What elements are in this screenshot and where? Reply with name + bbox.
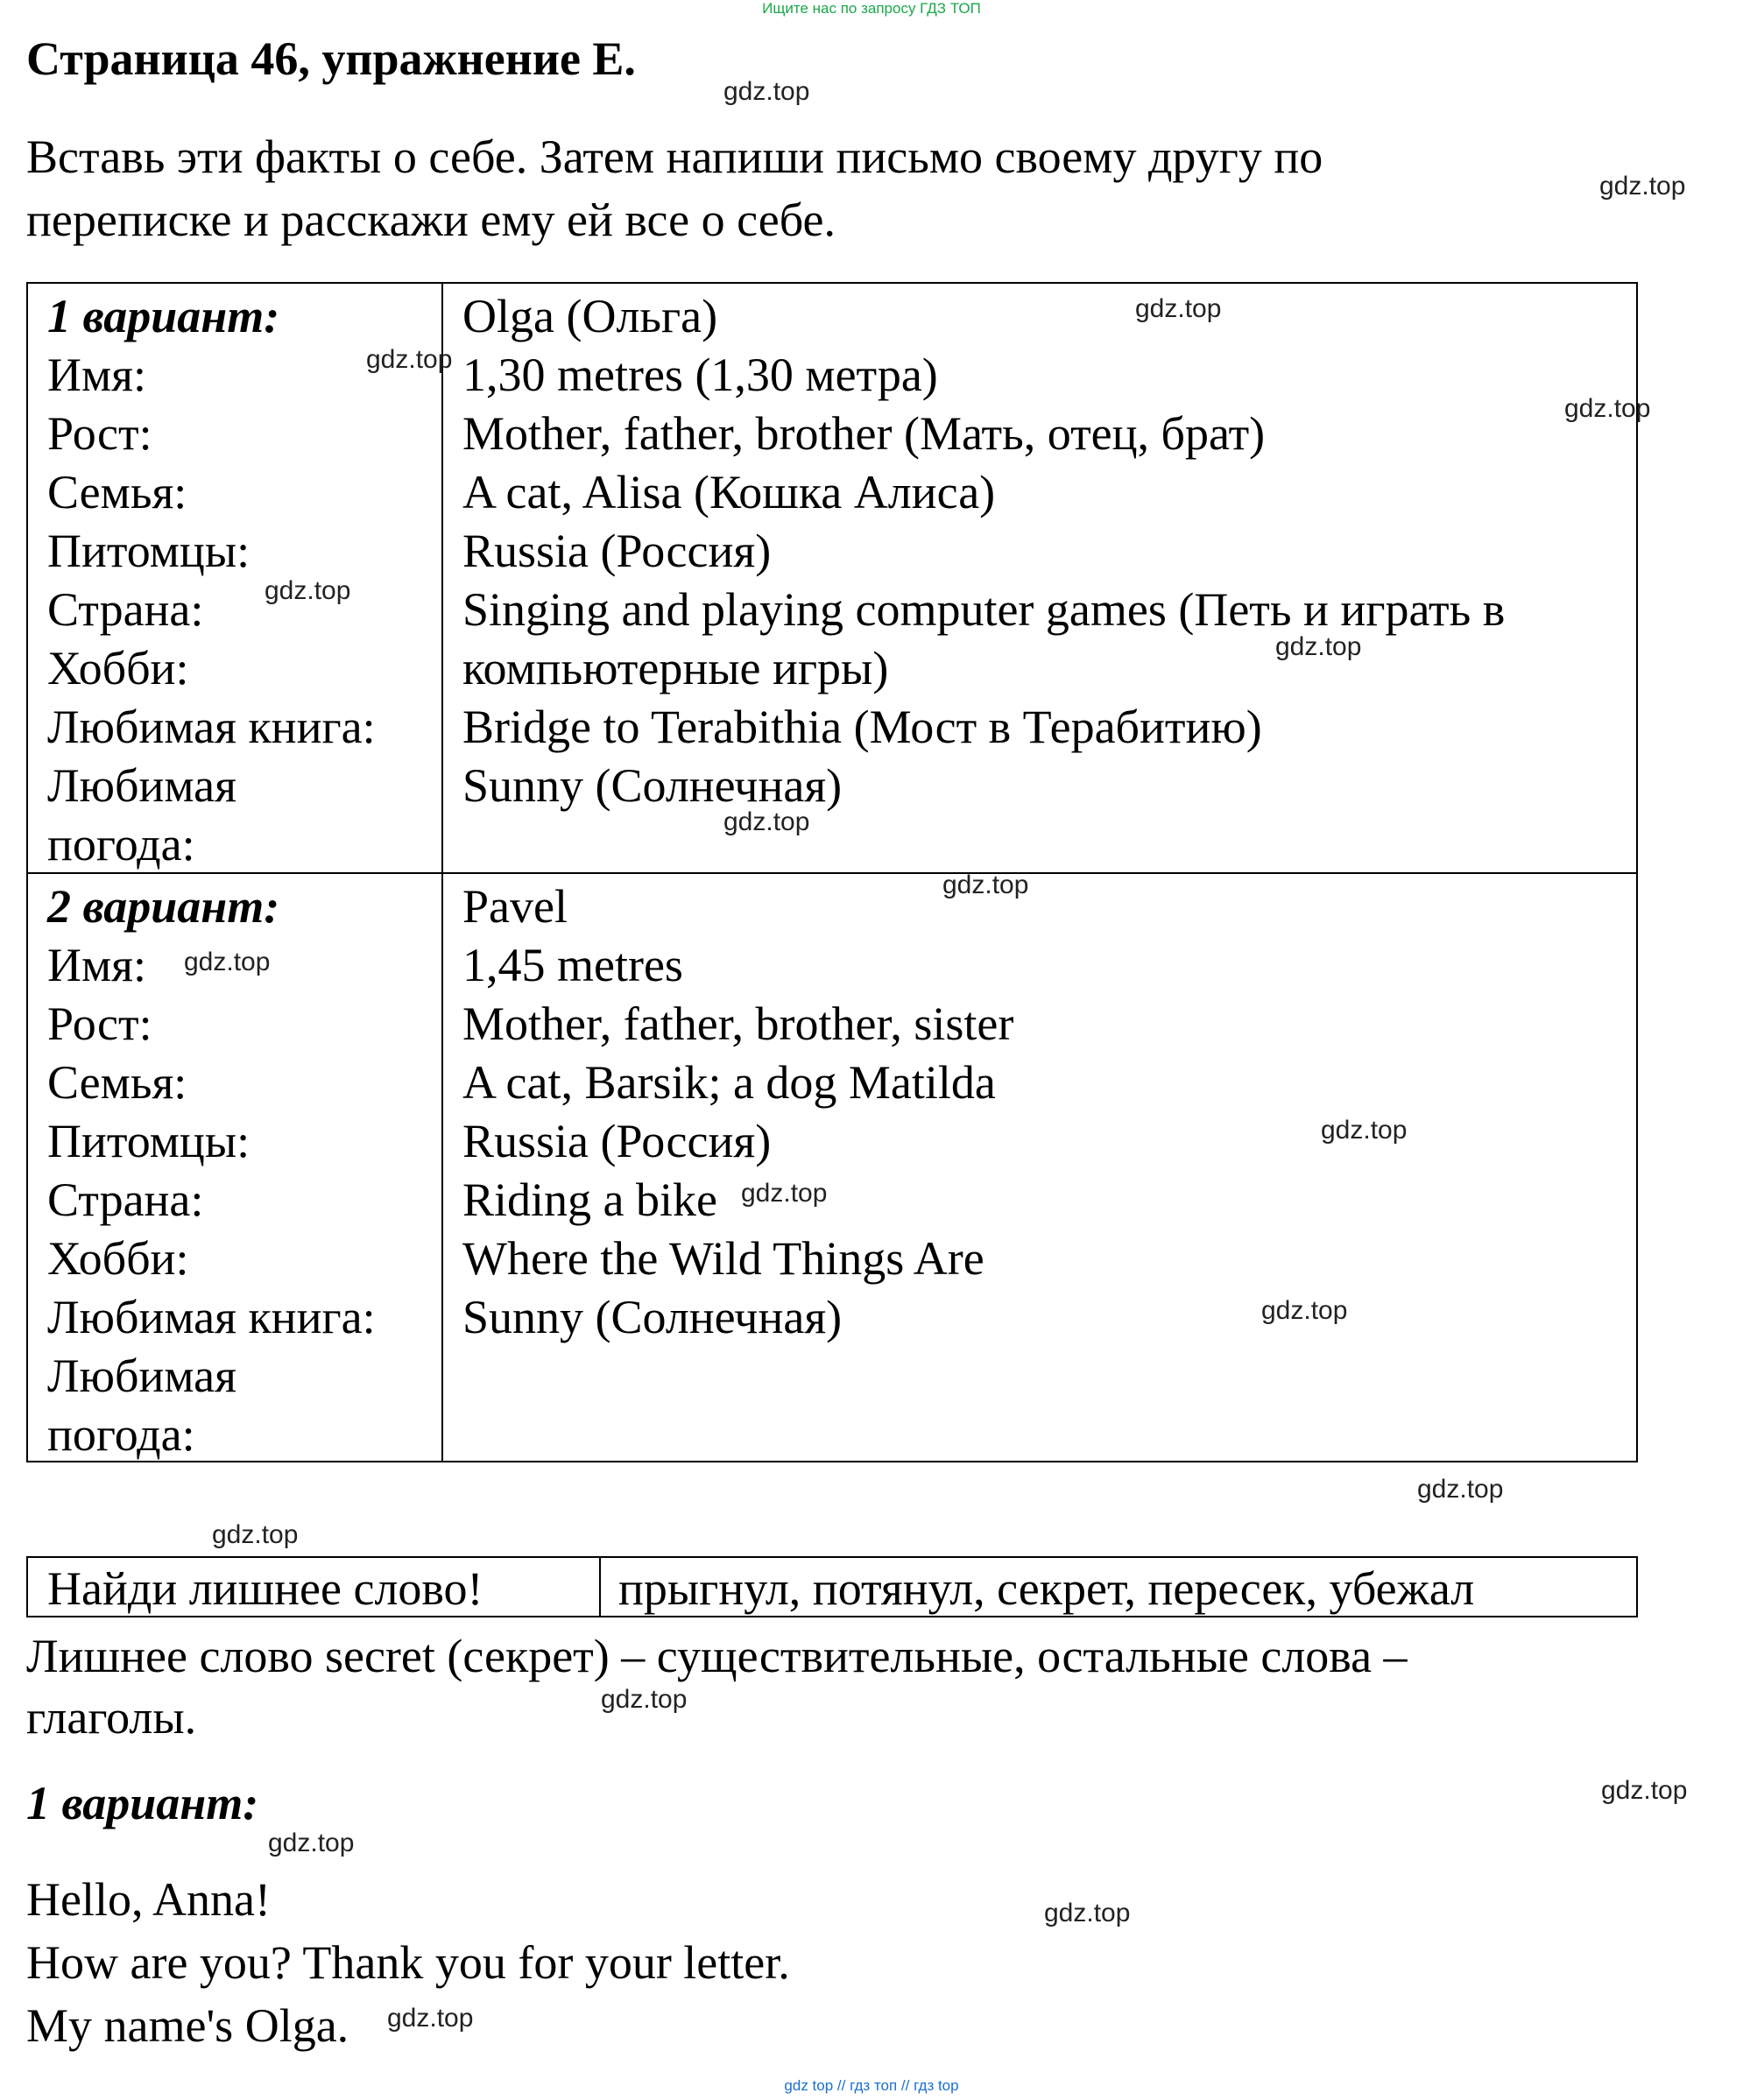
value-name: Pavel bbox=[462, 880, 568, 933]
label-favorite-weather-2: погода: bbox=[47, 818, 195, 870]
answer-line-2: глаголы. bbox=[26, 1691, 197, 1744]
label-favorite-book: Любимая книга: bbox=[47, 1291, 376, 1343]
watermark: gdz.top bbox=[1417, 1475, 1504, 1504]
label-favorite-book: Любимая книга: bbox=[47, 701, 376, 753]
letter-line-3: My name's Olga. bbox=[26, 1999, 349, 2052]
watermark: gdz.top bbox=[601, 1685, 688, 1714]
watermark: gdz.top bbox=[268, 1829, 355, 1857]
watermark: gdz.top bbox=[387, 2004, 474, 2033]
watermark: gdz.top bbox=[1601, 1776, 1688, 1805]
watermark: gdz.top bbox=[741, 1179, 828, 1208]
label-favorite-weather-1: Любимая bbox=[47, 759, 236, 812]
value-country: Russia (Россия) bbox=[462, 1115, 772, 1167]
watermark: gdz.top bbox=[723, 807, 810, 836]
value-hobby-2: компьютерные игры) bbox=[462, 642, 889, 694]
odd-word-table bbox=[26, 1556, 1638, 1617]
watermark: gdz.top bbox=[1135, 294, 1222, 323]
watermark: gdz.top bbox=[1275, 632, 1362, 661]
label-country: Страна: bbox=[47, 1173, 204, 1226]
watermark: gdz.top bbox=[1044, 1899, 1131, 1927]
label-height: Рост: bbox=[47, 407, 152, 460]
value-country: Russia (Россия) bbox=[462, 525, 772, 577]
letter-variant-heading: 1 вариант: bbox=[26, 1777, 259, 1829]
watermark: gdz.top bbox=[1599, 172, 1686, 201]
variant1-heading: 1 вариант: bbox=[47, 290, 280, 342]
watermark: gdz.top bbox=[1564, 394, 1651, 423]
label-pets: Питомцы: bbox=[47, 1115, 251, 1167]
watermark: gdz.top bbox=[723, 77, 810, 106]
variant2-heading: 2 вариант: bbox=[47, 880, 280, 933]
label-name: Имя: bbox=[47, 349, 147, 401]
watermark: gdz.top bbox=[1321, 1116, 1408, 1145]
footer-watermark: gdz top // гдз топ // гдз top bbox=[784, 2077, 959, 2094]
value-name: Olga (Ольга) bbox=[462, 290, 718, 342]
value-pets: A cat, Barsik; a dog Matilda bbox=[462, 1056, 996, 1109]
odd-word-divider bbox=[599, 1558, 601, 1616]
variant1-values bbox=[462, 287, 1505, 815]
letter-line-1: Hello, Anna! bbox=[26, 1873, 271, 1926]
variant2-values bbox=[462, 877, 1013, 1347]
top-banner: Ищите нас по запросу ГДЗ ТОП bbox=[762, 0, 981, 17]
odd-word-task: Найди лишнее слово! bbox=[47, 1562, 483, 1615]
odd-word-list: прыгнул, потянул, секрет, пересек, убежал bbox=[618, 1562, 1475, 1615]
watermark: gdz.top bbox=[942, 870, 1029, 899]
value-favorite-weather: Sunny (Солнечная) bbox=[462, 1291, 843, 1343]
letter-line-2: How are you? Thank you for your letter. bbox=[26, 1936, 790, 1989]
value-favorite-book: Bridge to Terabithia (Мост в Терабитию) bbox=[462, 701, 1262, 753]
value-family: Mother, father, brother, sister bbox=[462, 997, 1014, 1050]
value-hobby: Riding a bike bbox=[462, 1173, 717, 1226]
label-country: Страна: bbox=[47, 583, 204, 636]
value-favorite-weather: Sunny (Солнечная) bbox=[462, 759, 843, 812]
label-favorite-weather-2: погода: bbox=[47, 1408, 195, 1461]
facts-table bbox=[26, 282, 1638, 1462]
value-height: 1,45 metres bbox=[462, 939, 683, 991]
value-hobby-1: Singing and playing computer games (Петь и играть в bbox=[462, 583, 1506, 636]
label-name: Имя: bbox=[47, 939, 147, 991]
label-hobby: Хобби: bbox=[47, 1232, 189, 1285]
watermark: gdz.top bbox=[184, 948, 271, 976]
label-hobby: Хобби: bbox=[47, 642, 189, 694]
answer-line-1: Лишнее слово secret (секрет) – существительные, остальные слова – bbox=[26, 1630, 1408, 1682]
label-height: Рост: bbox=[47, 997, 152, 1050]
value-family: Mother, father, brother (Мать, отец, брат) bbox=[462, 407, 1266, 460]
page-title: Страница 46, упражнение E. bbox=[26, 32, 636, 85]
watermark: gdz.top bbox=[212, 1520, 299, 1549]
label-favorite-weather-1: Любимая bbox=[47, 1349, 236, 1402]
label-family: Семья: bbox=[47, 1056, 187, 1109]
intro-line-2: переписке и расскажи ему ей все о себе. bbox=[26, 194, 836, 246]
watermark: gdz.top bbox=[265, 576, 351, 605]
intro-line-1: Вставь эти факты о себе. Затем напиши письмо своему другу по bbox=[26, 130, 1323, 183]
value-pets: A cat, Alisa (Кошка Алиса) bbox=[462, 466, 996, 518]
value-favorite-book: Where the Wild Things Are bbox=[462, 1232, 984, 1285]
label-pets: Питомцы: bbox=[47, 525, 251, 577]
value-height: 1,30 metres (1,30 метра) bbox=[462, 349, 938, 401]
watermark: gdz.top bbox=[366, 345, 453, 374]
watermark: gdz.top bbox=[1261, 1296, 1348, 1325]
label-family: Семья: bbox=[47, 466, 187, 518]
